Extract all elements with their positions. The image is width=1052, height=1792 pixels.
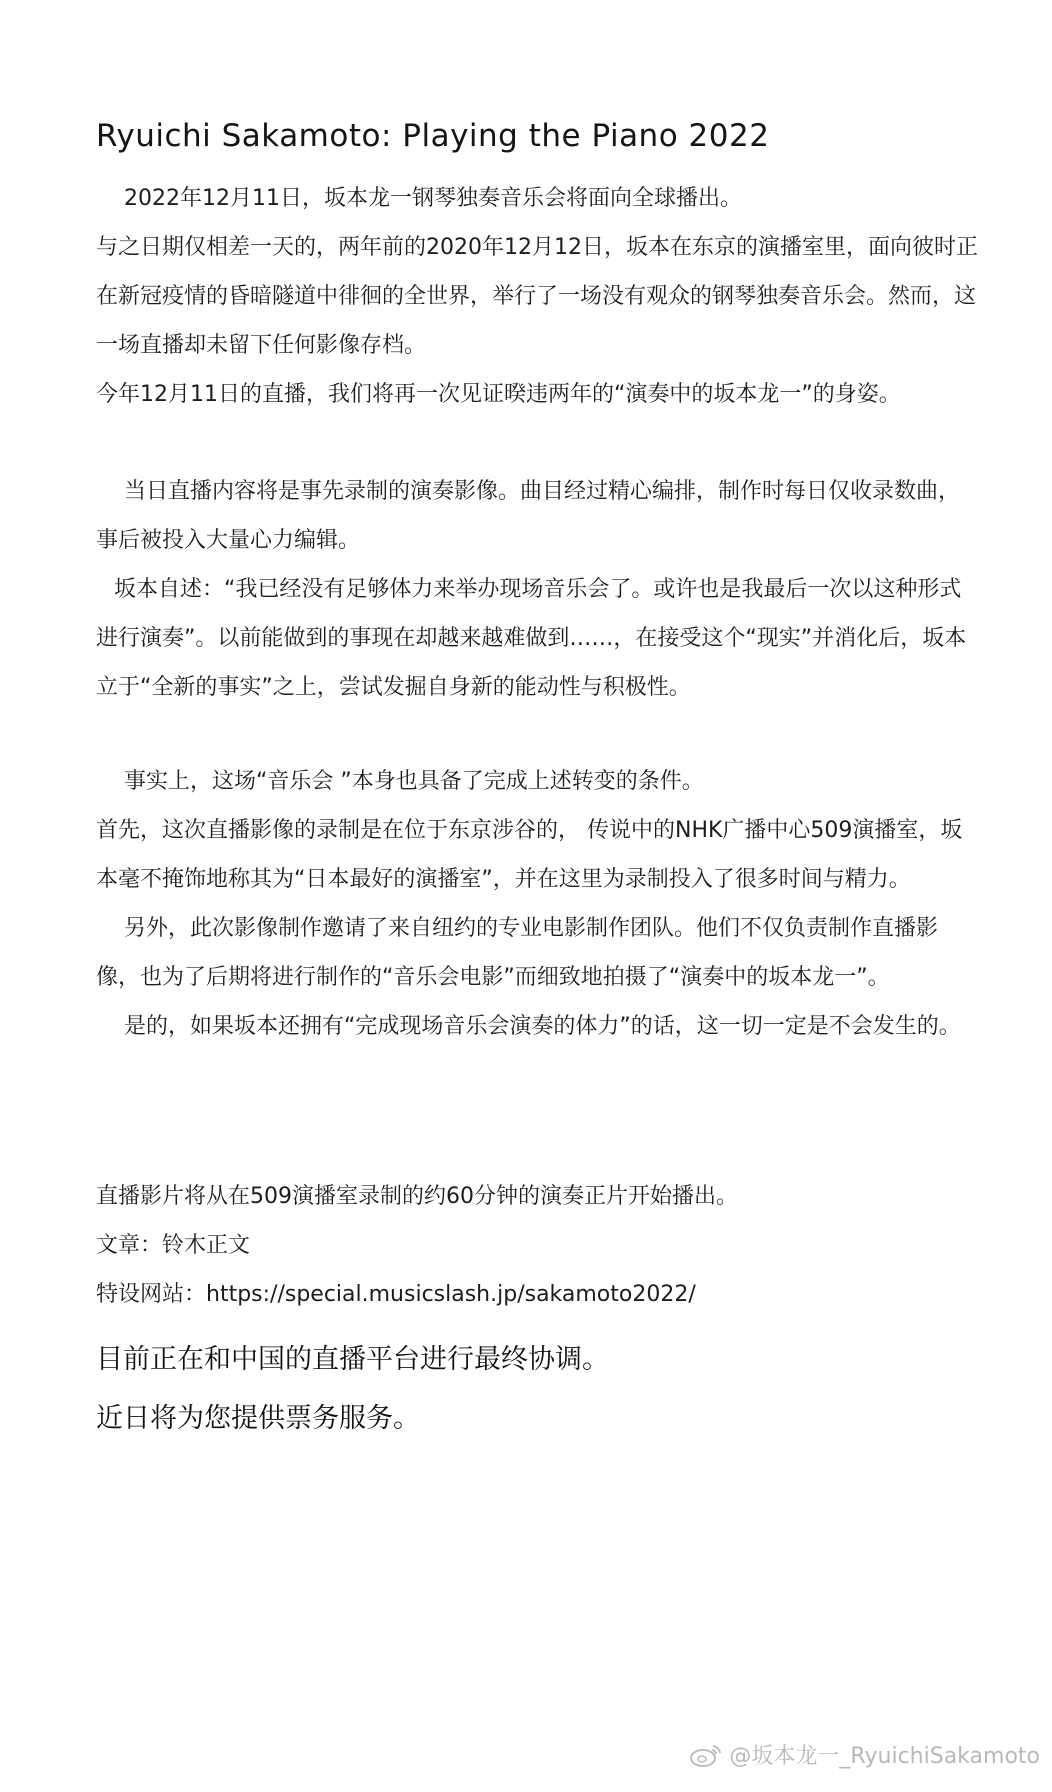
section-1 [96,174,980,419]
paragraph: 2022年12月11日，坂本龙一钢琴独奏音乐会将面向全球播出。 [124,186,742,211]
paragraph: 另外，此次影像制作邀请了来自纽约的专业电影制作团队。他们不仅负责制作直播影像，也为了后期将进行制作的“音乐会电影”而细致地拍摄了“演奏中的坂本龙一”。 [96,916,939,990]
author-line: 文章：铃木正文 [96,1233,251,1258]
section-3 [96,757,980,1051]
paragraph: 坂本自述：“我已经没有足够体力来举办现场音乐会了。或许也是我最后一次以这种形式进行演奏”。以前能做到的事现在却越来越难做到……，在接受这个“现实”并消化后，坂本立于“全新的事实”之上，尝试发掘自身新的能动性与积极性。 [96,577,967,700]
paragraph: 与之日期仅相差一天的，两年前的2020年12月12日，坂本在东京的演播室里，面向彼时正在新冠疫情的昏暗隧道中徘徊的全世界，举行了一场没有观众的钢琴独奏音乐会。然而，这一场直播却未留下任何影像存档。 [96,235,978,358]
section-4 [96,1172,980,1319]
weibo-logo-icon [689,1742,723,1768]
website-line[interactable]: 特设网站：https://special.musicslash.jp/sakamoto2022/ [96,1282,696,1307]
paragraph: 首先，这次直播影像的录制是在位于东京涉谷的， 传说中的NHK广播中心509演播室，坂本毫不掩饰地称其为“日本最好的演播室”，并在这里为录制投入了很多时间与精力。 [96,818,963,892]
notice-line-2: 近日将为您提供票务服务。 [96,1403,420,1434]
document-title: Ryuichi Sakamoto: Playing the Piano 2022 [96,118,770,154]
paragraph: 今年12月11日的直播，我们将再一次见证暌违两年的“演奏中的坂本龙一”的身姿。 [96,382,901,407]
watermark-text: @坂本龙一_RyuichiSakamoto [729,1744,1040,1769]
paragraph: 直播影片将从在509演播室录制的约60分钟的演奏正片开始播出。 [96,1184,738,1209]
section-2 [96,467,980,712]
paragraph: 事实上，这场“音乐会 ”本身也具备了完成上述转变的条件。 [124,769,704,794]
paragraph: 当日直播内容将是事先录制的演奏影像。曲目经过精心编排，制作时每日仅收录数曲，事后被投入大量心力编辑。 [96,479,961,553]
paragraph: 是的，如果坂本还拥有“完成现场音乐会演奏的体力”的话，这一切一定是不会发生的。 [124,1014,961,1039]
notice-line-1: 目前正在和中国的直播平台进行最终协调。 [96,1344,609,1375]
weibo-watermark [689,1739,1040,1770]
